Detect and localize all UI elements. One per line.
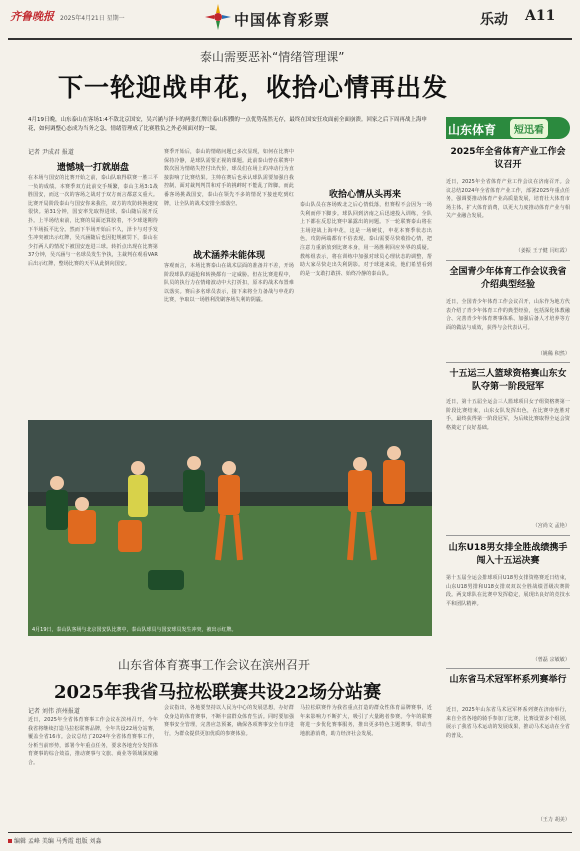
lead-col3-subhead: 收拾心情从头再来 [328, 190, 401, 200]
sidebar-badge-tag: 短迅看 [510, 119, 548, 138]
lead-byline: 记者 尹成君 报道 [28, 149, 74, 156]
footer-editors: 编辑 孟峰 美编 马秀霞 组版 刘淼 [14, 838, 102, 845]
bottom-kicker: 山东省体育赛事工作会议在滨州召开 [118, 658, 311, 672]
sidebar-item-text: 近日，第十五届全运会三人篮球项目女子组资格赛第一阶段比赛结束，山东女队发挥出色，在比赛中连胜对手，最终获得第一阶段冠军，为后续比赛取得全运会资格奠定了良好基础。 [446, 399, 570, 431]
bottom-col3-text: 马拉松联赛作为我省重点打造的群众性体育品牌赛事，近年来影响力不断扩大，吸引了大量跑者参赛。今年的联赛将进一步优化赛事服务，推出更多特色主题赛事，带动当地旅游消费，助力经济社会发展。 [300, 705, 432, 737]
sidebar-item-byline: （曾磊 宗敏敏） [532, 657, 570, 663]
paper-date: 2025年4月21日 星期一 [60, 15, 125, 22]
bottom-col1-text: 近日，2025年全省体育赛事工作会议在滨州召开，今年我省将继续打造马拉松联赛品牌，全年共设22场分站赛，覆盖全省16市。会议总结了2024年全省体育赛事工作，分析当前形势，部署今年重点任务，要求各地充分发挥体育赛事的综合效益，推动赛事与文旅、商业等领域深度融合。 [28, 717, 158, 766]
page-number: A11 [525, 8, 556, 24]
sidebar-item-title: 全国青少年体育工作会议我省介绍典型经验 [449, 267, 567, 290]
sidebar-item-text: 近日，2025年山东省马术冠军杯系列赛在济南举行，来自全省各地的骑手参加了比赛，比赛设置多个组别，展示了我省马术运动的发展成果，推动马术运动在全省的普及。 [446, 707, 570, 739]
lottery-name: 中国体育彩票 [234, 11, 331, 29]
bottom-headline: 2025年我省马拉松联赛共设22场分站赛 [54, 682, 382, 703]
page-footer [8, 832, 572, 845]
match-photo-illustration [28, 420, 432, 636]
lead-col2-subhead: 战术涵养未能体现 [192, 251, 265, 261]
sidebar-divider [446, 535, 570, 536]
sidebar-item-byline: （宫尚文 孟艳） [532, 523, 570, 529]
sidebar-divider [446, 362, 570, 363]
sidebar-item-title: 2025年全省体育产业工作会议召开 [450, 147, 566, 170]
sidebar-item-text: 第十五届全运会排球项目U18男女排资格赛近日结束，山东U18男排和U18女排双双以全胜战绩晋级决赛阶段。两支球队在比赛中发挥稳定，展现出良好的竞技水平和团队精神。 [446, 575, 570, 607]
paper-name: 齐鲁晚报 [10, 10, 54, 23]
footer-bullet-icon [8, 839, 12, 843]
sidebar-item-byline: （姜振 王子健 闫红霞） [515, 248, 570, 254]
sidebar-item-byline: （姚稀 积然） [537, 351, 570, 357]
lead-col3-text: 泰山队员在客场败北之后心情低落，但赛程不会因为一场失利而停下脚步。球队回到济南之后迅速投入训练，全队上下都在反思比赛中暴露出的问题。下一轮联赛泰山将在主场迎战上海申花，这是一场硬仗，申花本赛季状态出色，攻防两端都有不俗表现。泰山需要尽快收拾心情，把注意力重新放到比赛本身，用一场胜利回应外界的质疑。教练组表示，将在训练中加强对球员心理状态的调整，帮助大家尽快走出失利阴影。对于球迷来说，他们希望看到的是一支敢打敢拼、始终冷静的泰山队。 [300, 202, 432, 277]
sidebar-item-title: 山东U18男女排全胜战绩携手闯入十五运决赛 [448, 543, 568, 566]
bottom-col2-text: 会议指出，各地要坚持以人民为中心的发展思想，办好群众身边的体育赛事，不断丰富群众体育生活。同时要加强赛事安全管理，完善应急预案，确保各项赛事安全有序进行，为群众提供更加优质的参赛体验。 [164, 705, 294, 737]
lottery-logo-icon [205, 4, 231, 30]
sidebar-divider [446, 260, 570, 261]
lead-col1-subhead: 遗憾城一打就崩盘 [56, 163, 129, 173]
sidebar-item-text: 近日，2025年全省体育产业工作会议在济南召开。会议总结2024年全省体育产业工作，部署2025年重点任务，强调要推动体育产业高质量发展，培育壮大体育市场主体，扩大体育消费，以更大力度推动体育产业与相关产业融合发展。 [446, 179, 570, 220]
section-name: 乐动 [480, 12, 508, 28]
sidebar-item-text: 近日，全国青少年体育工作会议召开，山东作为地方代表介绍了青少年体育工作的典型经验，包括深化体教融合、完善青少年体育赛事体系、加强后备人才培养等方面的做法与成效，获得与会代表认可。 [446, 299, 570, 331]
sidebar-item-byline: （王力 胡美） [537, 817, 570, 823]
photo-caption: 4月19日，泰山队客场与北京国安队比赛中，泰山队球员与国安球员发生冲突，被出示红牌。 [32, 627, 237, 633]
lead-col2-text: 赛季开始后，泰山的情绪问题已多次显现，如何在比赛中保持冷静，是球队需要正视的课题。此前泰山曾在联赛中数次因为情绪失控付出代价，球员们在场上的冲动行为直接影响了比赛结果。主帅在赛后也承认球队需要加强自我控制，面对裁判判罚和对手的挑衅时不能乱了阵脚。而此番客场挑战国安，泰山在领先不多的情况下接连吃到红牌，让全队的战术安排全部落空。 [164, 149, 294, 207]
bottom-byline: 记者 刘伟 滨州报道 [28, 708, 80, 715]
lead-summary: 4月19日晚，山东泰山在客场1:4不敌北京国安，吴兴涵与泽卡的两张红牌让泰山积攒的一点优势荡然无存，最终在国安狂攻面前全面崩溃。回家之后下周再战上海申花，如何调整心态成为当务之急，情绪管理成了比赛胜负之外必须面对的一课。 [28, 117, 427, 132]
sidebar-item-title: 十五运三人篮球资格赛山东女队夺第一阶段冠军 [449, 369, 567, 392]
lead-kicker: 泰山需要恶补“情绪管理课” [200, 50, 345, 64]
match-photo [28, 420, 432, 636]
sidebar-item-title: 山东省马术冠军杯系列赛举行 [449, 675, 567, 685]
sidebar-badge-label: 山东体育 [448, 123, 497, 137]
lead-col1-text: 在本场与国安的比赛开始之前，泰山队取得联赛一胜三平一负的成绩。本赛季双方此前交手频繁，泰山主场3:1战胜国安，而这一次的客场之战对于双方而言都意义重大。比赛开局阶段泰山与国安你来我往，双方的攻防转换速度很快。第31分钟，国安率先取得进球，泰山随后展开反扑。上半场结束前，比赛的局面还算胶着，不少球迷期待下半场扳平比分。然而下半场开始后不久，泽卡与对手发生冲突被出示红牌，吴兴涵随后也因犯规被罚下，泰山在少打两人的情况下被国安连进三球。转折点出现在比赛第37分钟，吴兴涵与一名球员发生争执，主裁判在观看VAR后出示红牌，整场比赛的天平从此倒向国安。 [28, 175, 158, 267]
sidebar-divider [446, 668, 570, 669]
lead-headline: 下一轮迎战申花，收拾心情再出发 [58, 73, 449, 102]
lead-col2-text-b: 客观而言，本场比赛泰山在战术层面的准备并不差，开场阶段球队的逼抢和转换都有一定威胁。但在比赛进程中，队员的执行力在情绪波动中大打折扣，原本的战术布置难以落实。赛后多名球员表示，接下来将全力备战与申花的比赛，争取以一场胜利洗刷客场失利的阴霾。 [164, 263, 294, 304]
